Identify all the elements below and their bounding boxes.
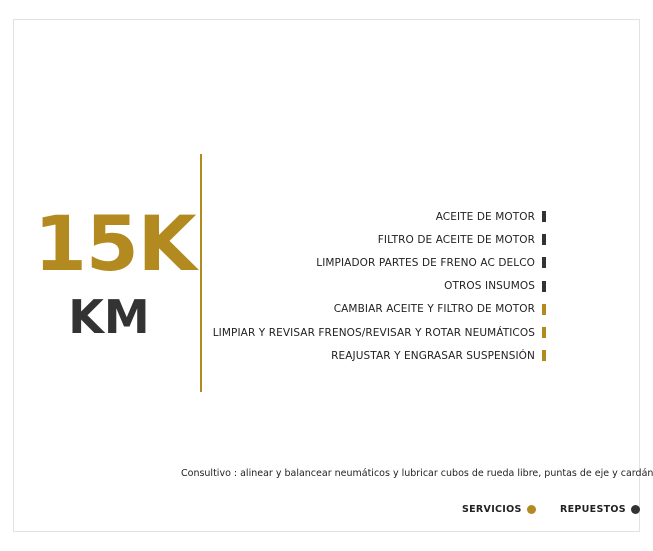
task-label: LIMPIADOR PARTES DE FRENO AC DELCO: [316, 256, 535, 269]
maintenance-card: [13, 19, 653, 532]
legend-repuestos-label: REPUESTOS: [560, 504, 626, 515]
consult-note: Consultivo : alinear y balancear neumáticos y lubricar cubos de rueda libre, puntas de eje y cardán: [181, 468, 653, 479]
legend-servicios: [462, 504, 536, 515]
task-item: [213, 275, 546, 298]
task-marker: [542, 281, 546, 292]
task-item: [213, 344, 546, 367]
task-marker: [542, 327, 546, 338]
task-item: [213, 228, 546, 251]
legend-repuestos: [560, 504, 640, 515]
task-label: CAMBIAR ACEITE Y FILTRO DE MOTOR: [333, 303, 535, 316]
task-item: [213, 205, 546, 228]
task-label: FILTRO DE ACEITE DE MOTOR: [377, 233, 535, 246]
legend-repuestos-dot-icon: [631, 505, 640, 514]
mileage-unit: KM: [68, 290, 150, 344]
legend-servicios-dot-icon: [527, 505, 536, 514]
task-marker: [542, 211, 546, 222]
task-marker: [542, 234, 546, 245]
task-marker: [542, 257, 546, 268]
vertical-divider: [200, 154, 202, 392]
task-label: REAJUSTAR Y ENGRASAR SUSPENSIÓN: [331, 349, 535, 362]
mileage-block: [34, 199, 196, 344]
task-marker: [542, 350, 546, 361]
task-label: LIMPIAR Y REVISAR FRENOS/REVISAR Y ROTAR NEUMÁTICOS: [212, 326, 535, 339]
task-marker: [542, 304, 546, 315]
task-item: [213, 298, 546, 321]
task-label: ACEITE DE MOTOR: [435, 210, 535, 223]
task-item: [213, 251, 546, 274]
legend-servicios-label: SERVICIOS: [462, 504, 522, 515]
mileage-value: 15K: [34, 199, 196, 288]
task-list: [213, 205, 546, 367]
task-item: [213, 321, 546, 344]
task-label: OTROS INSUMOS: [444, 280, 535, 293]
